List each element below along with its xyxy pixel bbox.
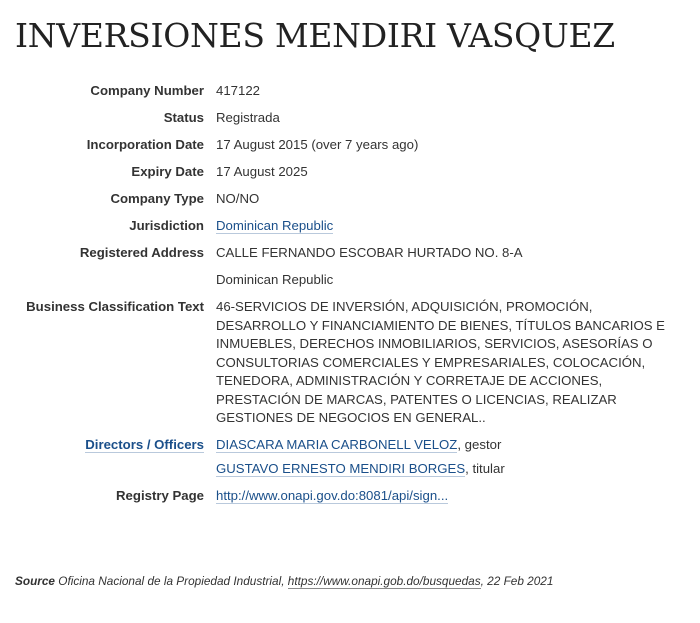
source-text: Oficina Nacional de la Propiedad Industrial, (55, 574, 288, 588)
registry-page-value (216, 487, 678, 506)
expiry-date-value (216, 163, 678, 182)
director-role: , gestor (457, 437, 502, 452)
business-classification-label: Business Classification Text (26, 299, 204, 314)
company-number-value (216, 82, 678, 101)
registered-address-line2: Dominican Republic (216, 272, 334, 287)
status-text: Registrada (216, 110, 280, 125)
registry-page-link[interactable]: http://www.onapi.gov.do:8081/api/sign... (216, 487, 449, 503)
company-type-value (216, 190, 678, 209)
director-role: , titular (465, 460, 505, 476)
company-type-label: Company Type (110, 191, 204, 206)
company-attributes (0, 82, 700, 514)
jurisdiction-line (216, 217, 678, 236)
director-link[interactable]: DIASCARA MARIA CARBONELL VELOZ (216, 437, 458, 452)
business-classification-text: 46-SERVICIOS DE INVERSIÓN, ADQUISICIÓN, PROMOCIÓN, DESARROLLO Y FINANCIAMIENTO DE BIENES, TÍTULOS BANCARIOS E INMUEBLES, DERECHOS INMOBILIARIOS, SERVICIOS, ASESORÍAS O CONSULTORIAS COMERCIALES Y EMPRESARIALES, COLOCACIÓN, TENEDORA, ADMINISTRACIÓN Y CORRETAJE DE ACCIONES, PRESTACIÓN DE MARCAS, PATENTES O LICENCIAS, REALIZAR GESTIONES DE NEGOCIOS EN GENERAL.. (216, 299, 665, 425)
company-title: INVERSIONES MENDIRI VASQUEZ (15, 16, 615, 55)
incorporation-date-label: Incorporation Date (86, 137, 204, 152)
incorporation-date-text: 17 August 2015 (over 7 years ago) (216, 137, 419, 152)
company-number-text: 417122 (216, 83, 261, 98)
jurisdiction-label: Jurisdiction (129, 218, 204, 233)
status-value (216, 109, 678, 128)
attr-row-company-type (0, 190, 700, 209)
status-label: Status (163, 110, 204, 125)
attr-row-company-number (0, 82, 700, 101)
source-link[interactable]: https://www.onapi.gob.do/busquedas (287, 574, 481, 588)
attr-row-jurisdiction (0, 217, 700, 236)
expiry-date-text: 17 August 2025 (216, 164, 308, 179)
registered-address-value (216, 244, 678, 290)
source-date: , 22 Feb 2021 (480, 574, 554, 588)
directors-list (216, 436, 678, 478)
source-note (15, 572, 575, 591)
registry-page-label: Registry Page (116, 487, 204, 503)
registered-address-line1: CALLE FERNANDO ESCOBAR HURTADO NO. 8-A (216, 245, 523, 260)
director-link[interactable]: GUSTAVO ERNESTO MENDIRI BORGES (216, 460, 466, 476)
attr-row-status (0, 109, 700, 128)
jurisdiction-link[interactable]: Dominican Republic (216, 218, 334, 233)
source-label: Source (15, 574, 55, 588)
incorporation-date-value (216, 136, 678, 155)
attr-row-registered-address (0, 244, 700, 290)
jurisdiction-value (216, 217, 678, 236)
attr-row-directors (0, 436, 700, 478)
attr-row-incorporation-date (0, 136, 700, 155)
expiry-date-label: Expiry Date (131, 164, 204, 179)
attr-row-registry-page (0, 487, 700, 506)
registry-page-line (216, 487, 678, 506)
business-classification-value (216, 298, 678, 428)
attr-row-business-classification (0, 298, 700, 428)
company-number-label: Company Number (90, 83, 204, 98)
registered-address-label: Registered Address (79, 245, 204, 260)
director-item (216, 436, 678, 455)
directors-label-text[interactable]: Directors / Officers (85, 437, 204, 452)
company-type-text: NO/NO (216, 191, 260, 206)
attr-row-expiry-date (0, 163, 700, 182)
directors-label (0, 436, 216, 455)
director-item (216, 460, 678, 479)
